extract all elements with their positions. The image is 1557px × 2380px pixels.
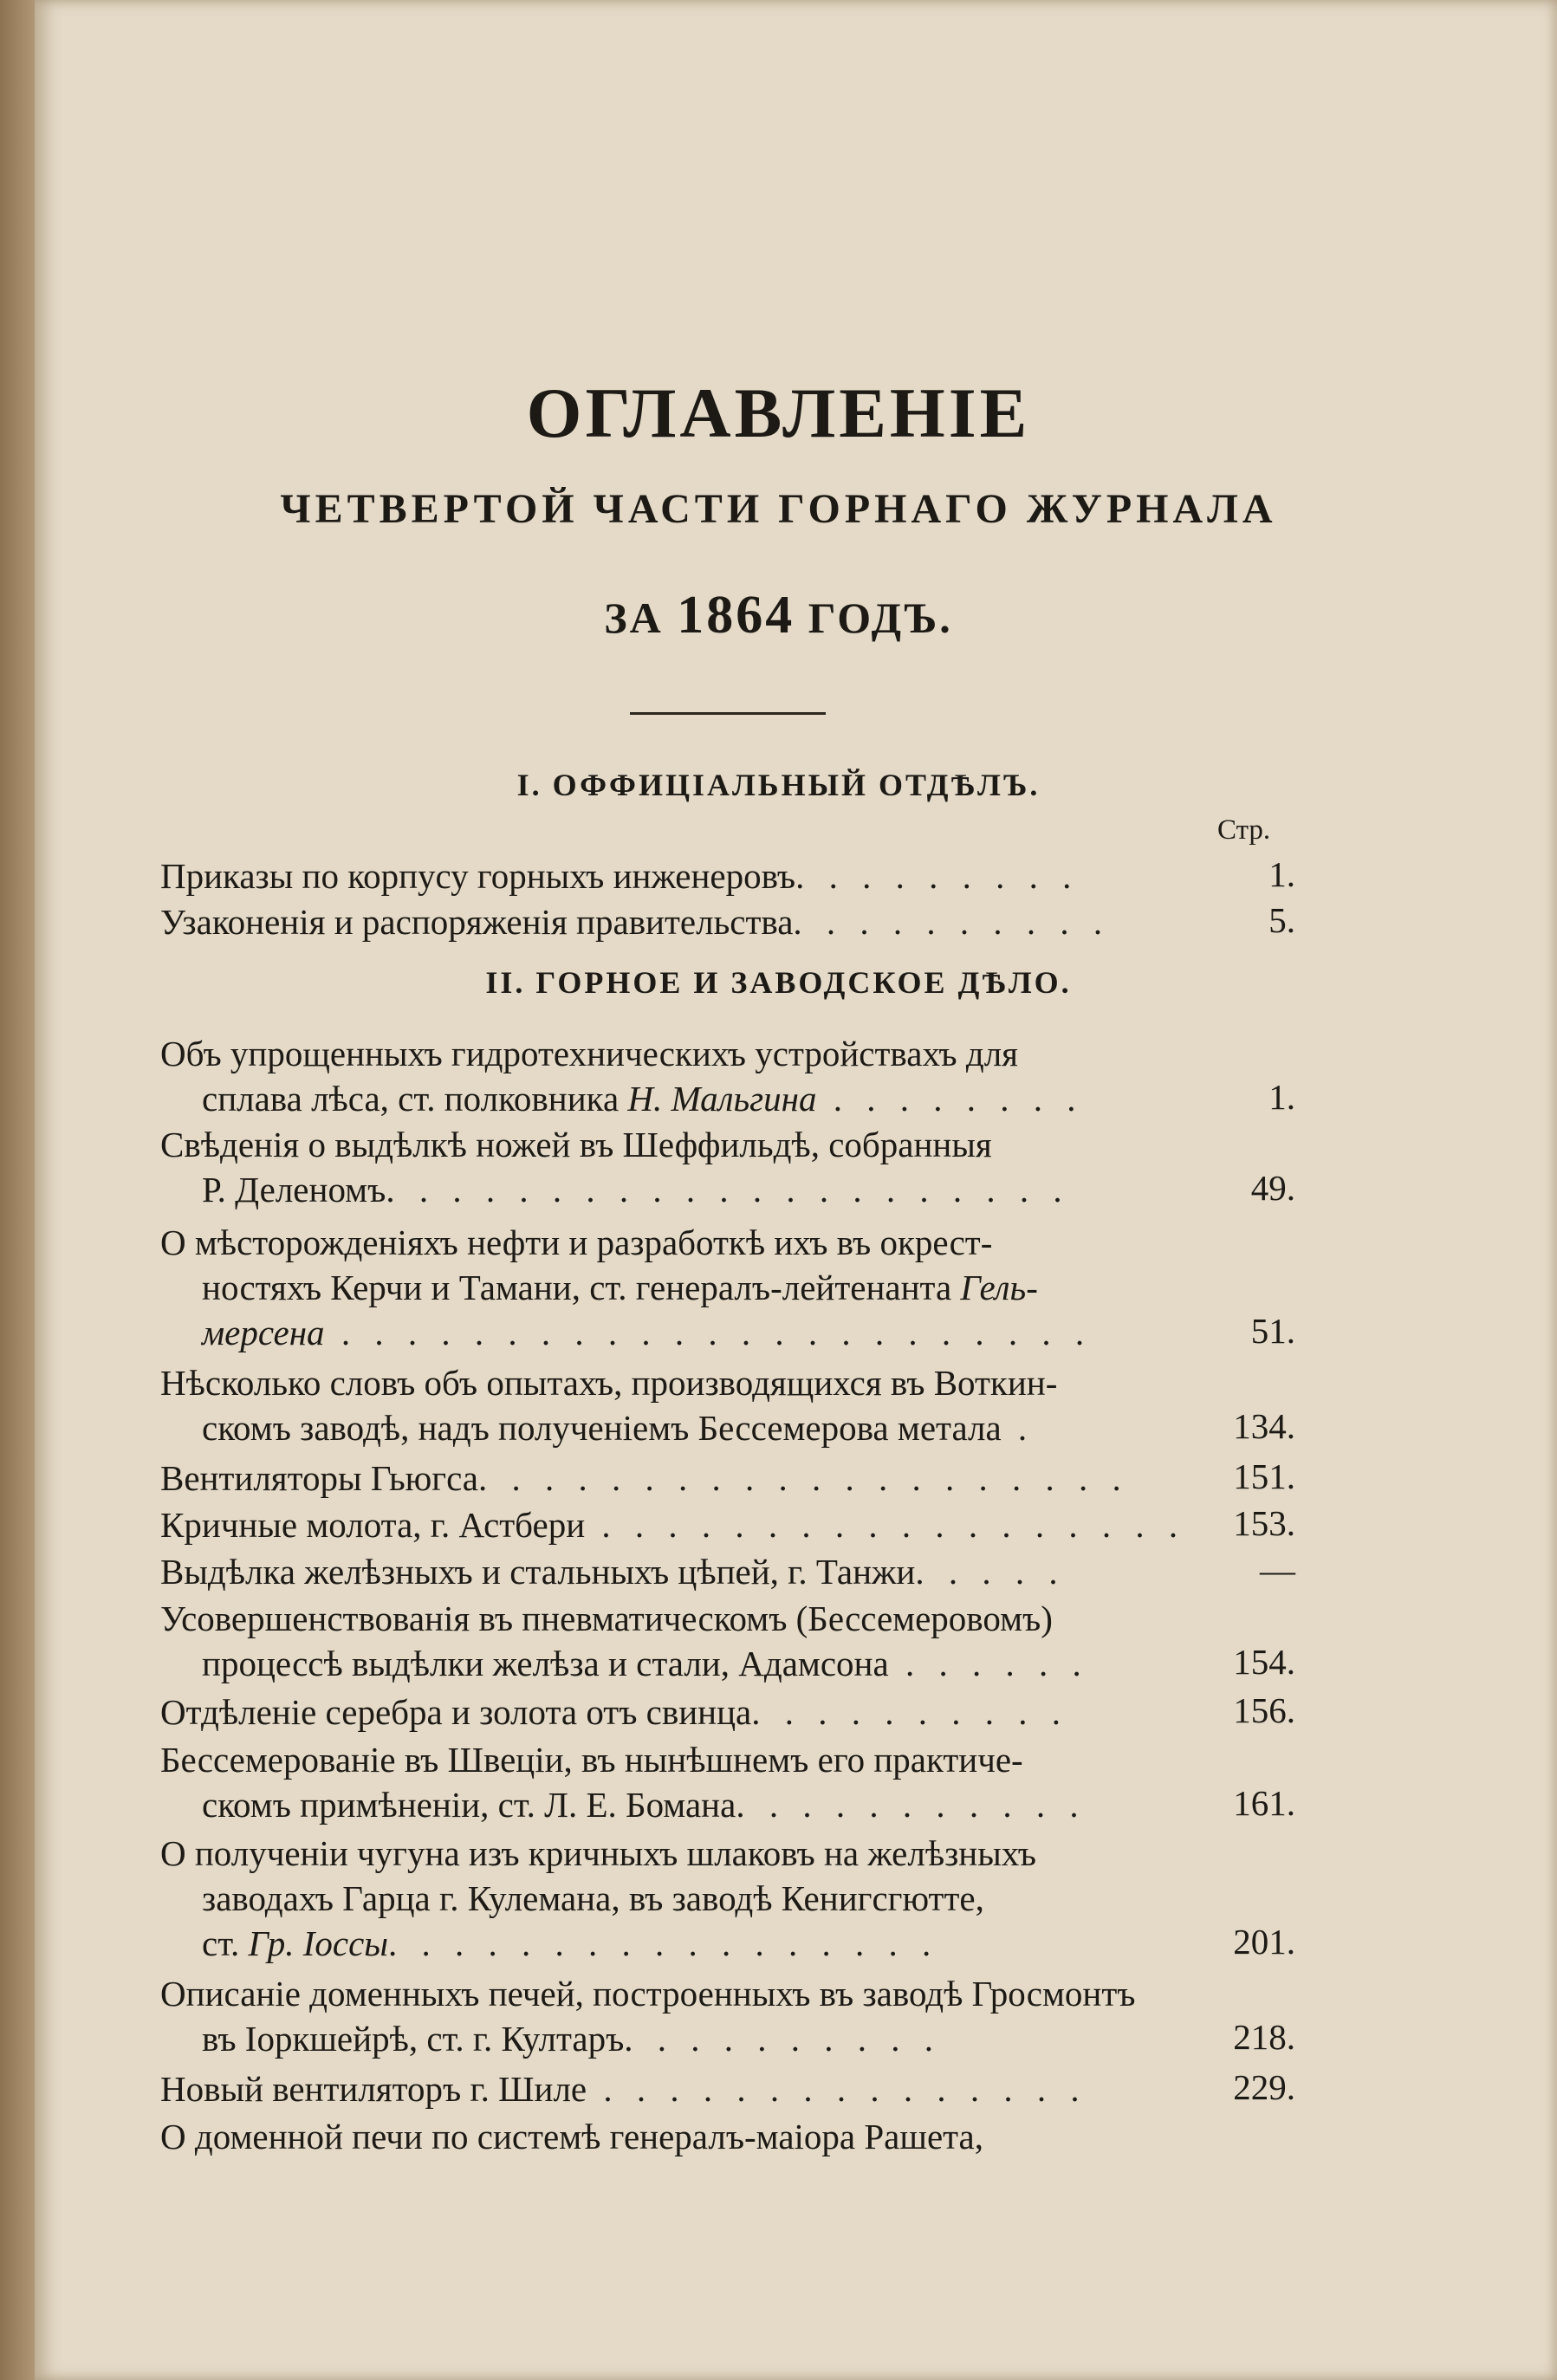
entry-text: скомъ примѣненіи, ст. Л. Е. Бомана	[202, 1785, 736, 1825]
leader-dots: . . . . .	[915, 1552, 1066, 1592]
entry-page-number: 153.	[1233, 1503, 1295, 1543]
entry-author: Н. Мальгина	[627, 1079, 817, 1119]
year-suffix: ГОДЪ.	[808, 593, 953, 642]
leader-dots: . . . . . . . .	[816, 1079, 1084, 1119]
leader-dots: . . . . . . . . . . . . . . . . . . . . . . .	[324, 1313, 1093, 1352]
toc-entry	[160, 1549, 1287, 1594]
toc-entry	[160, 1831, 1287, 1966]
entry-page-number: 1.	[1268, 854, 1295, 894]
leader-dots: . . . . . . . . . . .	[736, 1785, 1087, 1825]
entry-text: О мѣсторожденіяхъ нефти и разработкѣ ихъ въ окрест-	[160, 1222, 993, 1262]
page-title: ОГЛАВЛЕНІЕ	[526, 373, 1031, 452]
entry-text: Свѣденія о выдѣлкѣ ножей въ Шеффильдѣ, собранныя	[160, 1125, 992, 1164]
entry-page-number: 201.	[1233, 1922, 1295, 1962]
section-title-mining: II. ГОРНОЕ И ЗАВОДСКОЕ ДѢЛО.	[485, 965, 1072, 1000]
toc-entry	[160, 1689, 1287, 1735]
entry-text: скомъ заводѣ, надъ полученіемъ Бессемерова метала	[202, 1408, 1002, 1448]
entry-text: Приказы по корпусу горныхъ инженеровъ	[160, 856, 796, 896]
entry-author: Гр. Іоссы	[248, 1923, 389, 1963]
leader-dots: . . . . . . . . . . . . . . . . . .	[585, 1505, 1186, 1545]
entry-text: Кричные молота, г. Астбери	[160, 1505, 586, 1545]
toc-entry	[160, 1596, 1287, 1686]
entry-page-number: 229.	[1233, 2067, 1295, 2107]
entry-text: заводахъ Гарца г. Кулемана, въ заводѣ Кенигсгютте,	[202, 1878, 984, 1918]
section-title-official: I. ОФФИЦІАЛЬНЫЙ ОТДѢЛЪ.	[516, 768, 1041, 802]
entry-page-number: 51.	[1250, 1311, 1295, 1351]
toc-entry	[160, 1502, 1287, 1547]
entry-text: Новый вентиляторъ г. Шиле	[160, 2069, 587, 2109]
entry-page-number: 5.	[1268, 900, 1295, 940]
entry-text: въ Іоркшейрѣ, ст. г. Култаръ	[202, 2019, 625, 2059]
leader-dots: . . . . . .	[888, 1644, 1089, 1683]
entry-text: Описаніе доменныхъ печей, построенныхъ въ заводѣ Гросмонтъ	[160, 1974, 1136, 2014]
entry-text: О полученіи чугуна изъ кричныхъ шлаковъ на желѣзныхъ	[160, 1833, 1036, 1873]
title-divider	[630, 712, 826, 715]
entry-text: процессѣ выдѣлки желѣза и стали, Адамсона	[202, 1644, 889, 1683]
entry-text: Отдѣленіе серебра и золота отъ свинца	[160, 1692, 752, 1732]
entry-author: мерсена	[202, 1313, 325, 1352]
entry-page-number: 161.	[1233, 1783, 1295, 1823]
entry-text: О доменной печи по системѣ генералъ-маіора Рашета,	[160, 2117, 984, 2156]
toc-entry	[160, 1220, 1287, 1355]
leader-dots: . . . . . . . . . .	[751, 1692, 1068, 1732]
toc-entry	[160, 899, 1287, 944]
leader-dots: . . . . . . . . . .	[793, 902, 1111, 942]
entry-page-number: —	[1260, 1550, 1295, 1590]
toc-entry	[160, 1456, 1287, 1501]
entry-page-number: 49.	[1250, 1168, 1295, 1208]
year-prefix: ЗА	[604, 593, 664, 642]
entry-page-number: 1.	[1268, 1077, 1295, 1117]
entry-text: Объ упрощенныхъ гидротехническихъ устройствахъ для	[160, 1034, 1019, 1073]
page-column-label: Стр.	[1217, 814, 1271, 846]
entry-text: Р. Деленомъ	[202, 1170, 386, 1209]
entry-text: Выдѣлка желѣзныхъ и стальныхъ цѣпей, г. Танжи	[160, 1552, 916, 1592]
page-subtitle: ЧЕТВЕРТОЙ ЧАСТИ ГОРНАГО ЖУРНАЛА	[280, 486, 1277, 532]
entry-page-number: 218.	[1233, 2017, 1295, 2057]
toc-entry	[160, 1122, 1287, 1212]
year-value: 1864	[677, 586, 795, 645]
entry-page-number: 134.	[1233, 1406, 1295, 1446]
toc-entry	[160, 1971, 1287, 2061]
toc-entry	[160, 1031, 1287, 1121]
leader-dots: . . . . . . . . . . . . . . .	[587, 2069, 1087, 2109]
entry-page-number: 151.	[1233, 1456, 1295, 1496]
entry-text: ностяхъ Керчи и Тамани, ст. генералъ-лейтенанта	[202, 1268, 961, 1307]
leader-dots: . . . . . . . . . . . . . . . . . . . .	[478, 1458, 1129, 1498]
entry-text: Нѣсколько словъ объ опытахъ, производящихся въ Воткин-	[160, 1363, 1058, 1403]
toc-entry	[160, 1737, 1287, 1827]
toc-entry	[160, 853, 1287, 898]
entry-page-number: 154.	[1233, 1642, 1295, 1682]
toc-entry	[160, 2114, 1287, 2159]
entry-text: Усовершенствованія въ пневматическомъ (Бессемеровомъ)	[160, 1599, 1053, 1638]
entry-text: ст.	[202, 1923, 249, 1963]
entry-text: Вентиляторы Гьюгса	[160, 1458, 478, 1498]
entry-page-number: 156.	[1233, 1690, 1295, 1730]
entry-text: Бессемерованіе въ Швеціи, въ нынѣшнемъ его практиче-	[160, 1740, 1023, 1780]
book-spine-shadow	[0, 0, 38, 2380]
leader-dots: . . . . . . . . . . . . . . . . . . . . .	[386, 1170, 1070, 1209]
leader-dots: .	[1001, 1408, 1035, 1448]
entry-author: Гель-	[960, 1268, 1038, 1307]
toc-entry	[160, 2066, 1287, 2111]
entry-text: Узаконенія и распоряженія правительства	[160, 902, 794, 942]
toc-entry	[160, 1360, 1287, 1450]
year-line	[0, 585, 1557, 646]
leader-dots: . . . . . . . . . .	[624, 2019, 942, 2059]
leader-dots: . . . . . . . . .	[795, 856, 1080, 896]
leader-dots: . . . . . . . . . . . . . . . . .	[388, 1923, 939, 1963]
entry-text: сплава лѣса, ст. полковника	[202, 1079, 628, 1119]
